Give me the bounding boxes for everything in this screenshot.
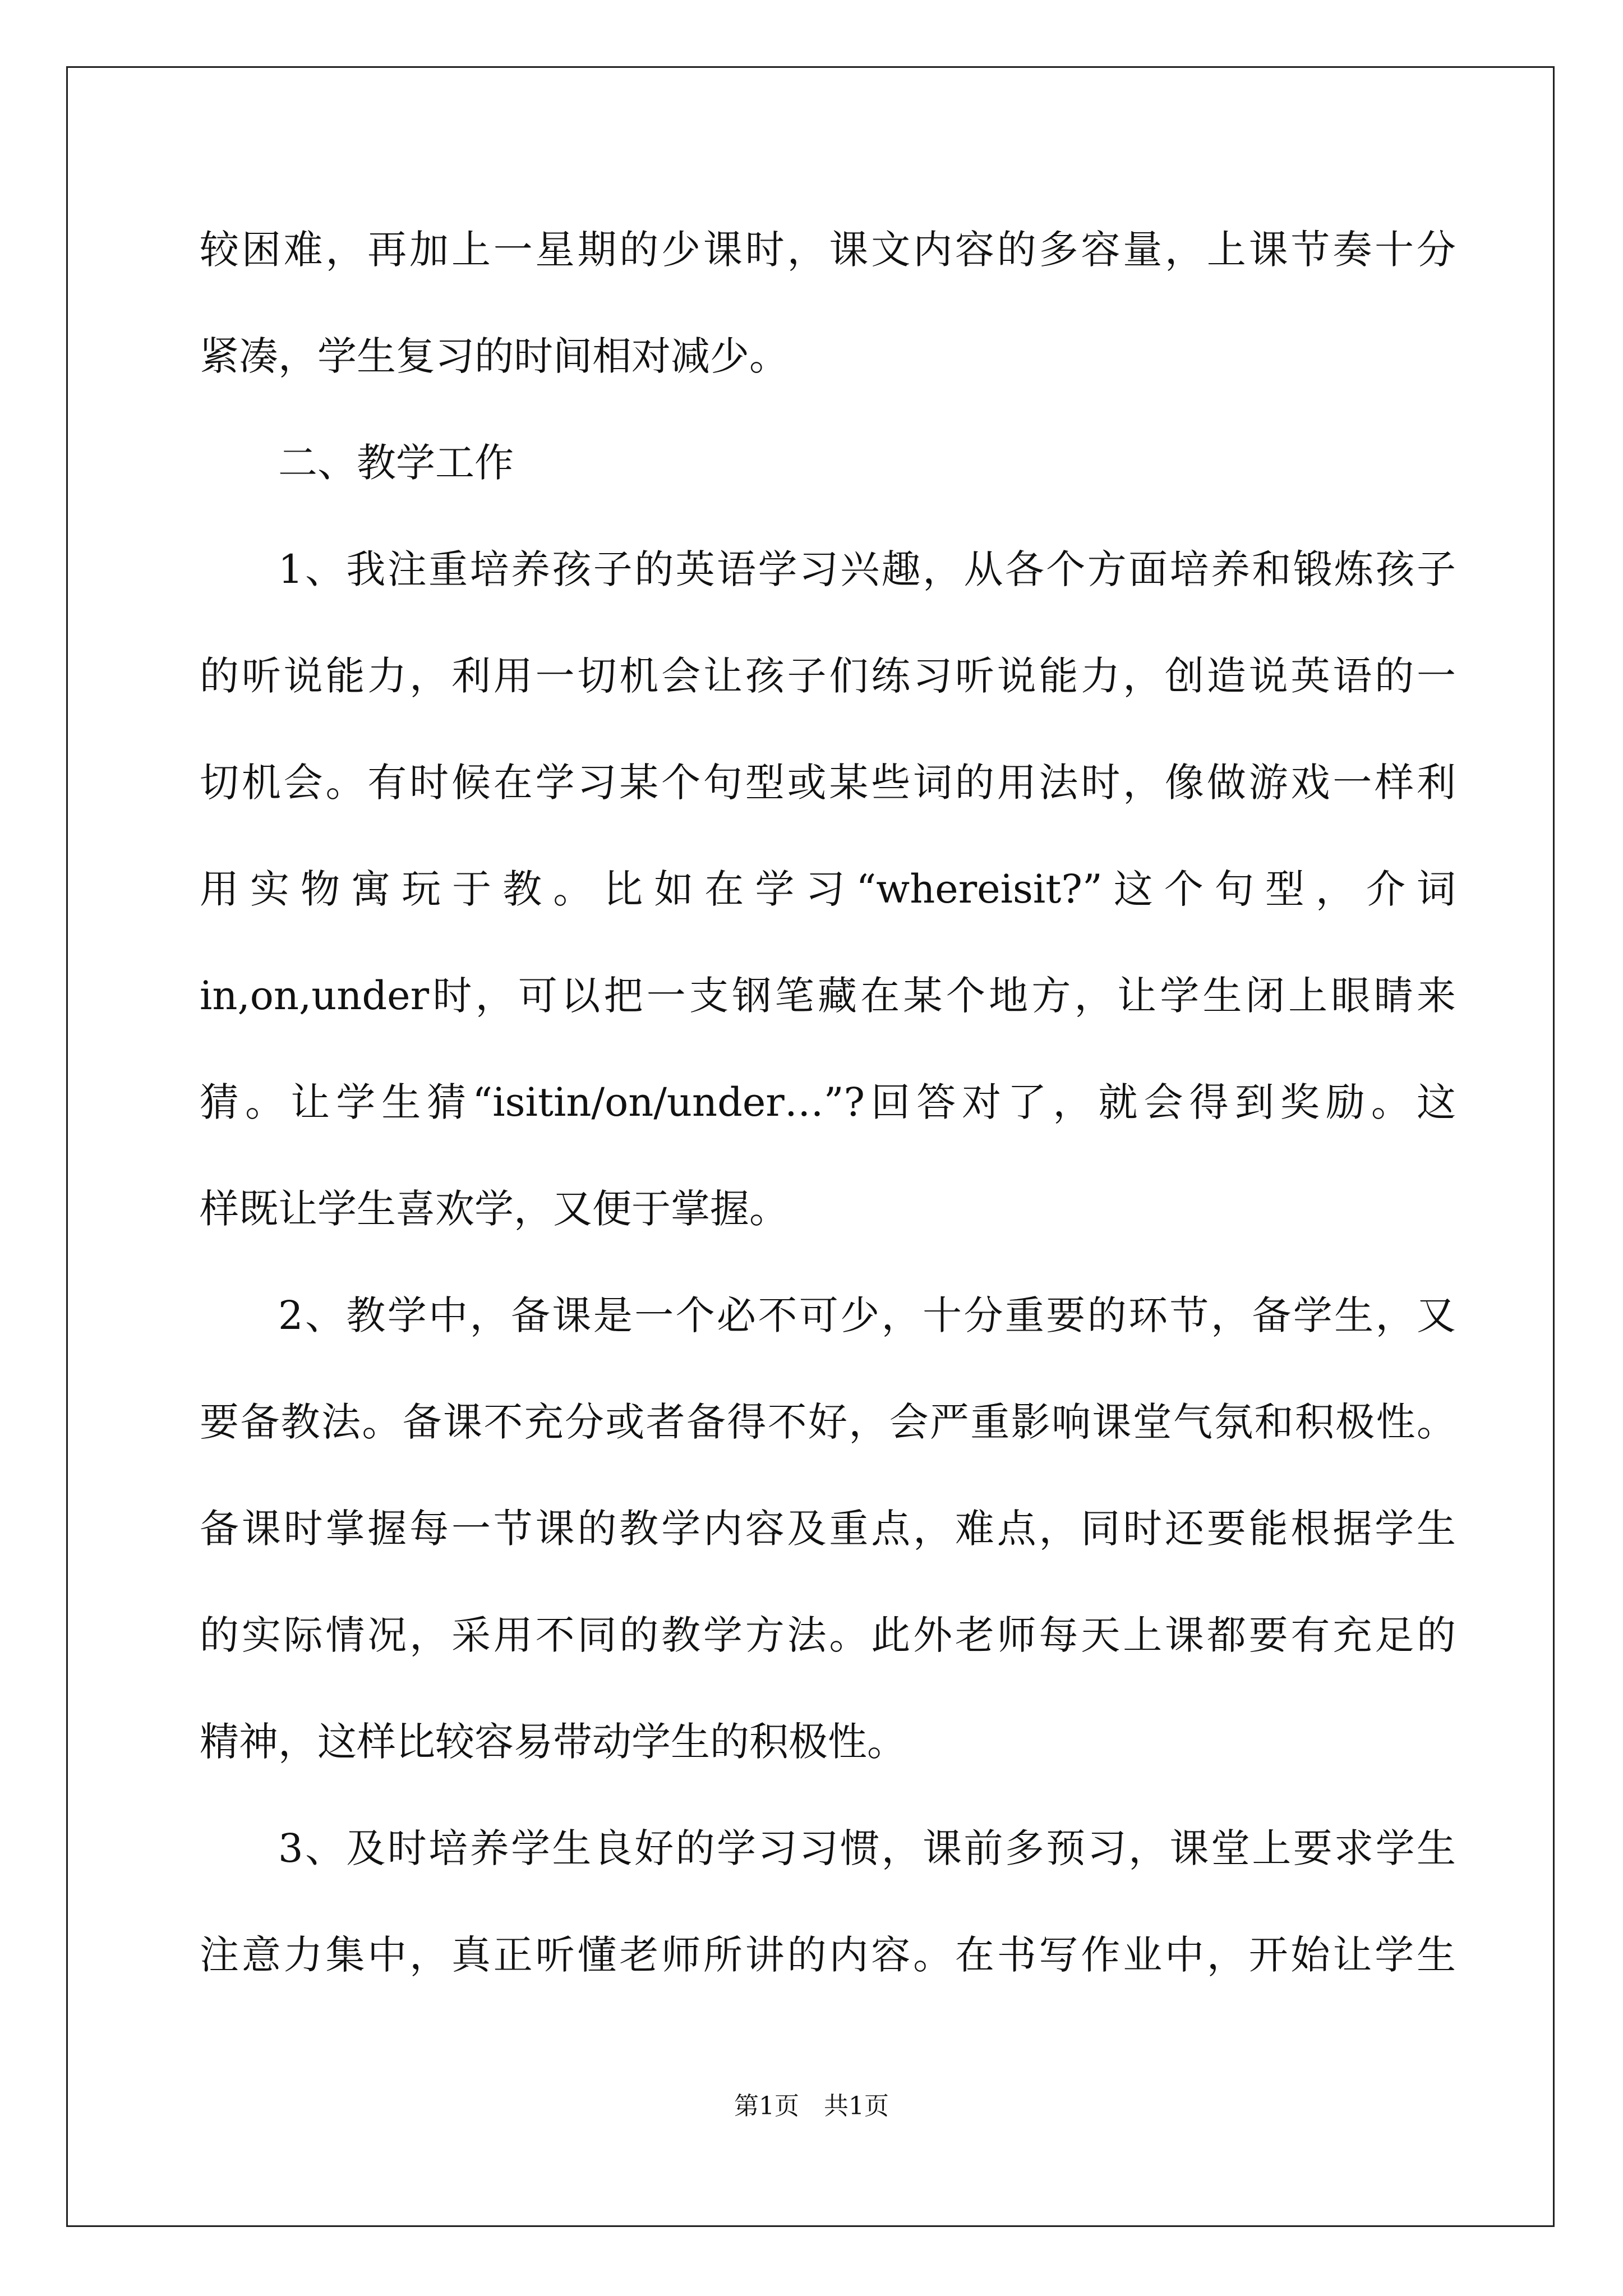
text-line: 2、教学中，备课是一个必不可少，十分重要的环节，备学生，又	[278, 1292, 1456, 1338]
text-line: 精神，这样比较容易带动学生的积极性。	[200, 1719, 906, 1765]
page-number-footer: 第1页 共1页	[734, 2092, 889, 2120]
text-line: 备课时掌握每一节课的教学内容及重点，难点，同时还要能根据学生	[200, 1506, 1456, 1552]
text-line: 3、及时培养学生良好的学习习惯，课前多预习，课堂上要求学生	[278, 1825, 1456, 1871]
text-line: 较困难，再加上一星期的少课时，课文内容的多容量，上课节奏十分	[200, 227, 1456, 273]
text-line: 样既让学生喜欢学，又便于掌握。	[200, 1186, 789, 1232]
text-line: 注意力集中，真正听懂老师所讲的内容。在书写作业中，开始让学生	[200, 1932, 1456, 1978]
text-line: 1、我注重培养孩子的英语学习兴趣，从各个方面培养和锻炼孩子	[278, 546, 1456, 592]
text-line: in,on,under时，可以把一支钢笔藏在某个地方，让学生闭上眼睛来	[200, 973, 1456, 1019]
text-line: 的听说能力，利用一切机会让孩子们练习听说能力，创造说英语的一	[200, 653, 1456, 699]
text-line: 切机会。有时候在学习某个句型或某些词的用法时，像做游戏一样利	[200, 760, 1456, 806]
text-line: 要备教法。备课不充分或者备得不好，会严重影响课堂气氛和积极性。	[200, 1399, 1456, 1445]
text-line: 紧凑，学生复习的时间相对减少。	[200, 333, 789, 379]
text-line: 用实物寓玩于教。比如在学习“whereisit?”这个句型，介词	[200, 866, 1456, 912]
section-heading: 二、教学工作	[278, 440, 514, 486]
text-line: 猜。让学生猜“isitin/on/under…”?回答对了，就会得到奖励。这	[200, 1079, 1456, 1125]
text-line: 的实际情况，采用不同的教学方法。此外老师每天上课都要有充足的	[200, 1612, 1456, 1658]
page-border	[66, 66, 1555, 2227]
